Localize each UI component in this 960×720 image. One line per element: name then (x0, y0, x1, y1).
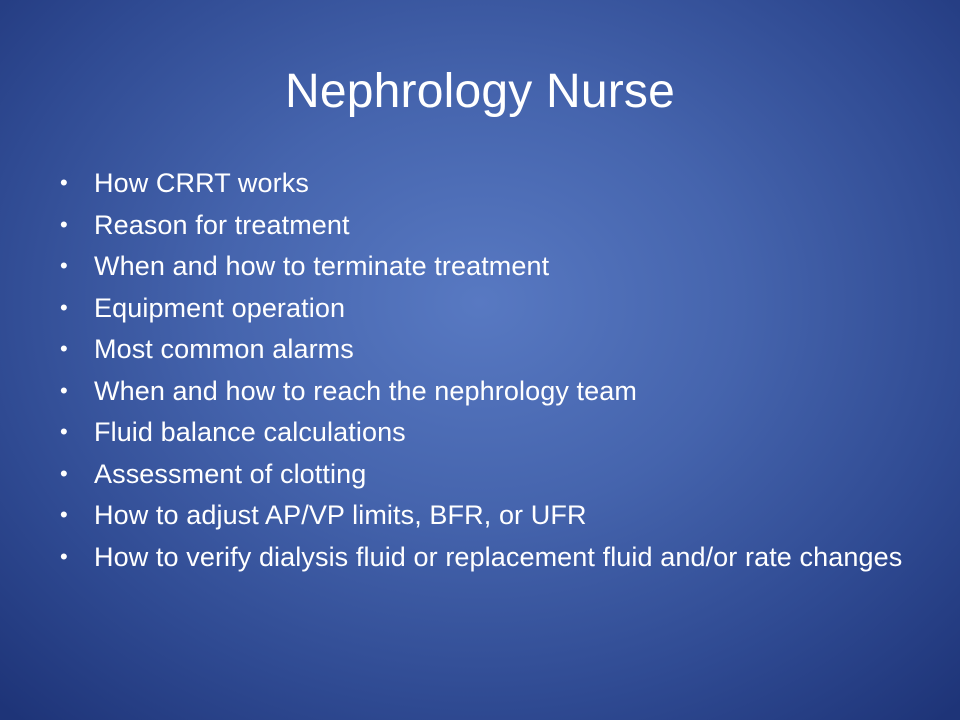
bullet-item (60, 210, 910, 240)
bullet-icon: • (60, 211, 68, 237)
bullet-text: How to adjust AP/VP limits, BFR, or UFR (94, 500, 587, 530)
bullet-item (60, 500, 910, 530)
bullet-text: Fluid balance calculations (94, 417, 406, 447)
bullet-item (60, 168, 910, 198)
bullet-text: Equipment operation (94, 292, 346, 323)
bullet-icon: • (60, 460, 68, 486)
bullet-icon: • (60, 377, 68, 403)
bullet-item (60, 376, 910, 406)
bullet-icon: • (60, 502, 68, 527)
bullet-list (60, 168, 910, 583)
bullet-icon: • (60, 294, 68, 320)
bullet-item (60, 251, 910, 281)
bullet-item (60, 293, 910, 323)
slide-title: Nephrology Nurse (284, 65, 676, 118)
bullet-icon: • (60, 170, 68, 195)
bullet-text: How CRRT works (94, 168, 309, 198)
bullet-item (60, 542, 910, 572)
bullet-icon: • (60, 543, 68, 569)
bullet-text: When and how to reach the nephrology team (94, 375, 637, 406)
bullet-text: When and how to terminate treatment (94, 251, 550, 281)
bullet-text: Assessment of clotting (94, 458, 367, 489)
bullet-item (60, 334, 910, 364)
bullet-text: How to verify dialysis fluid or replacement fluid and/or rate changes (94, 541, 903, 572)
bullet-icon: • (60, 419, 68, 444)
bullet-item (60, 459, 910, 489)
bullet-icon: • (60, 253, 68, 278)
bullet-item (60, 417, 910, 447)
bullet-text: Reason for treatment (94, 209, 350, 240)
bullet-icon: • (60, 336, 68, 361)
bullet-text: Most common alarms (94, 334, 354, 364)
